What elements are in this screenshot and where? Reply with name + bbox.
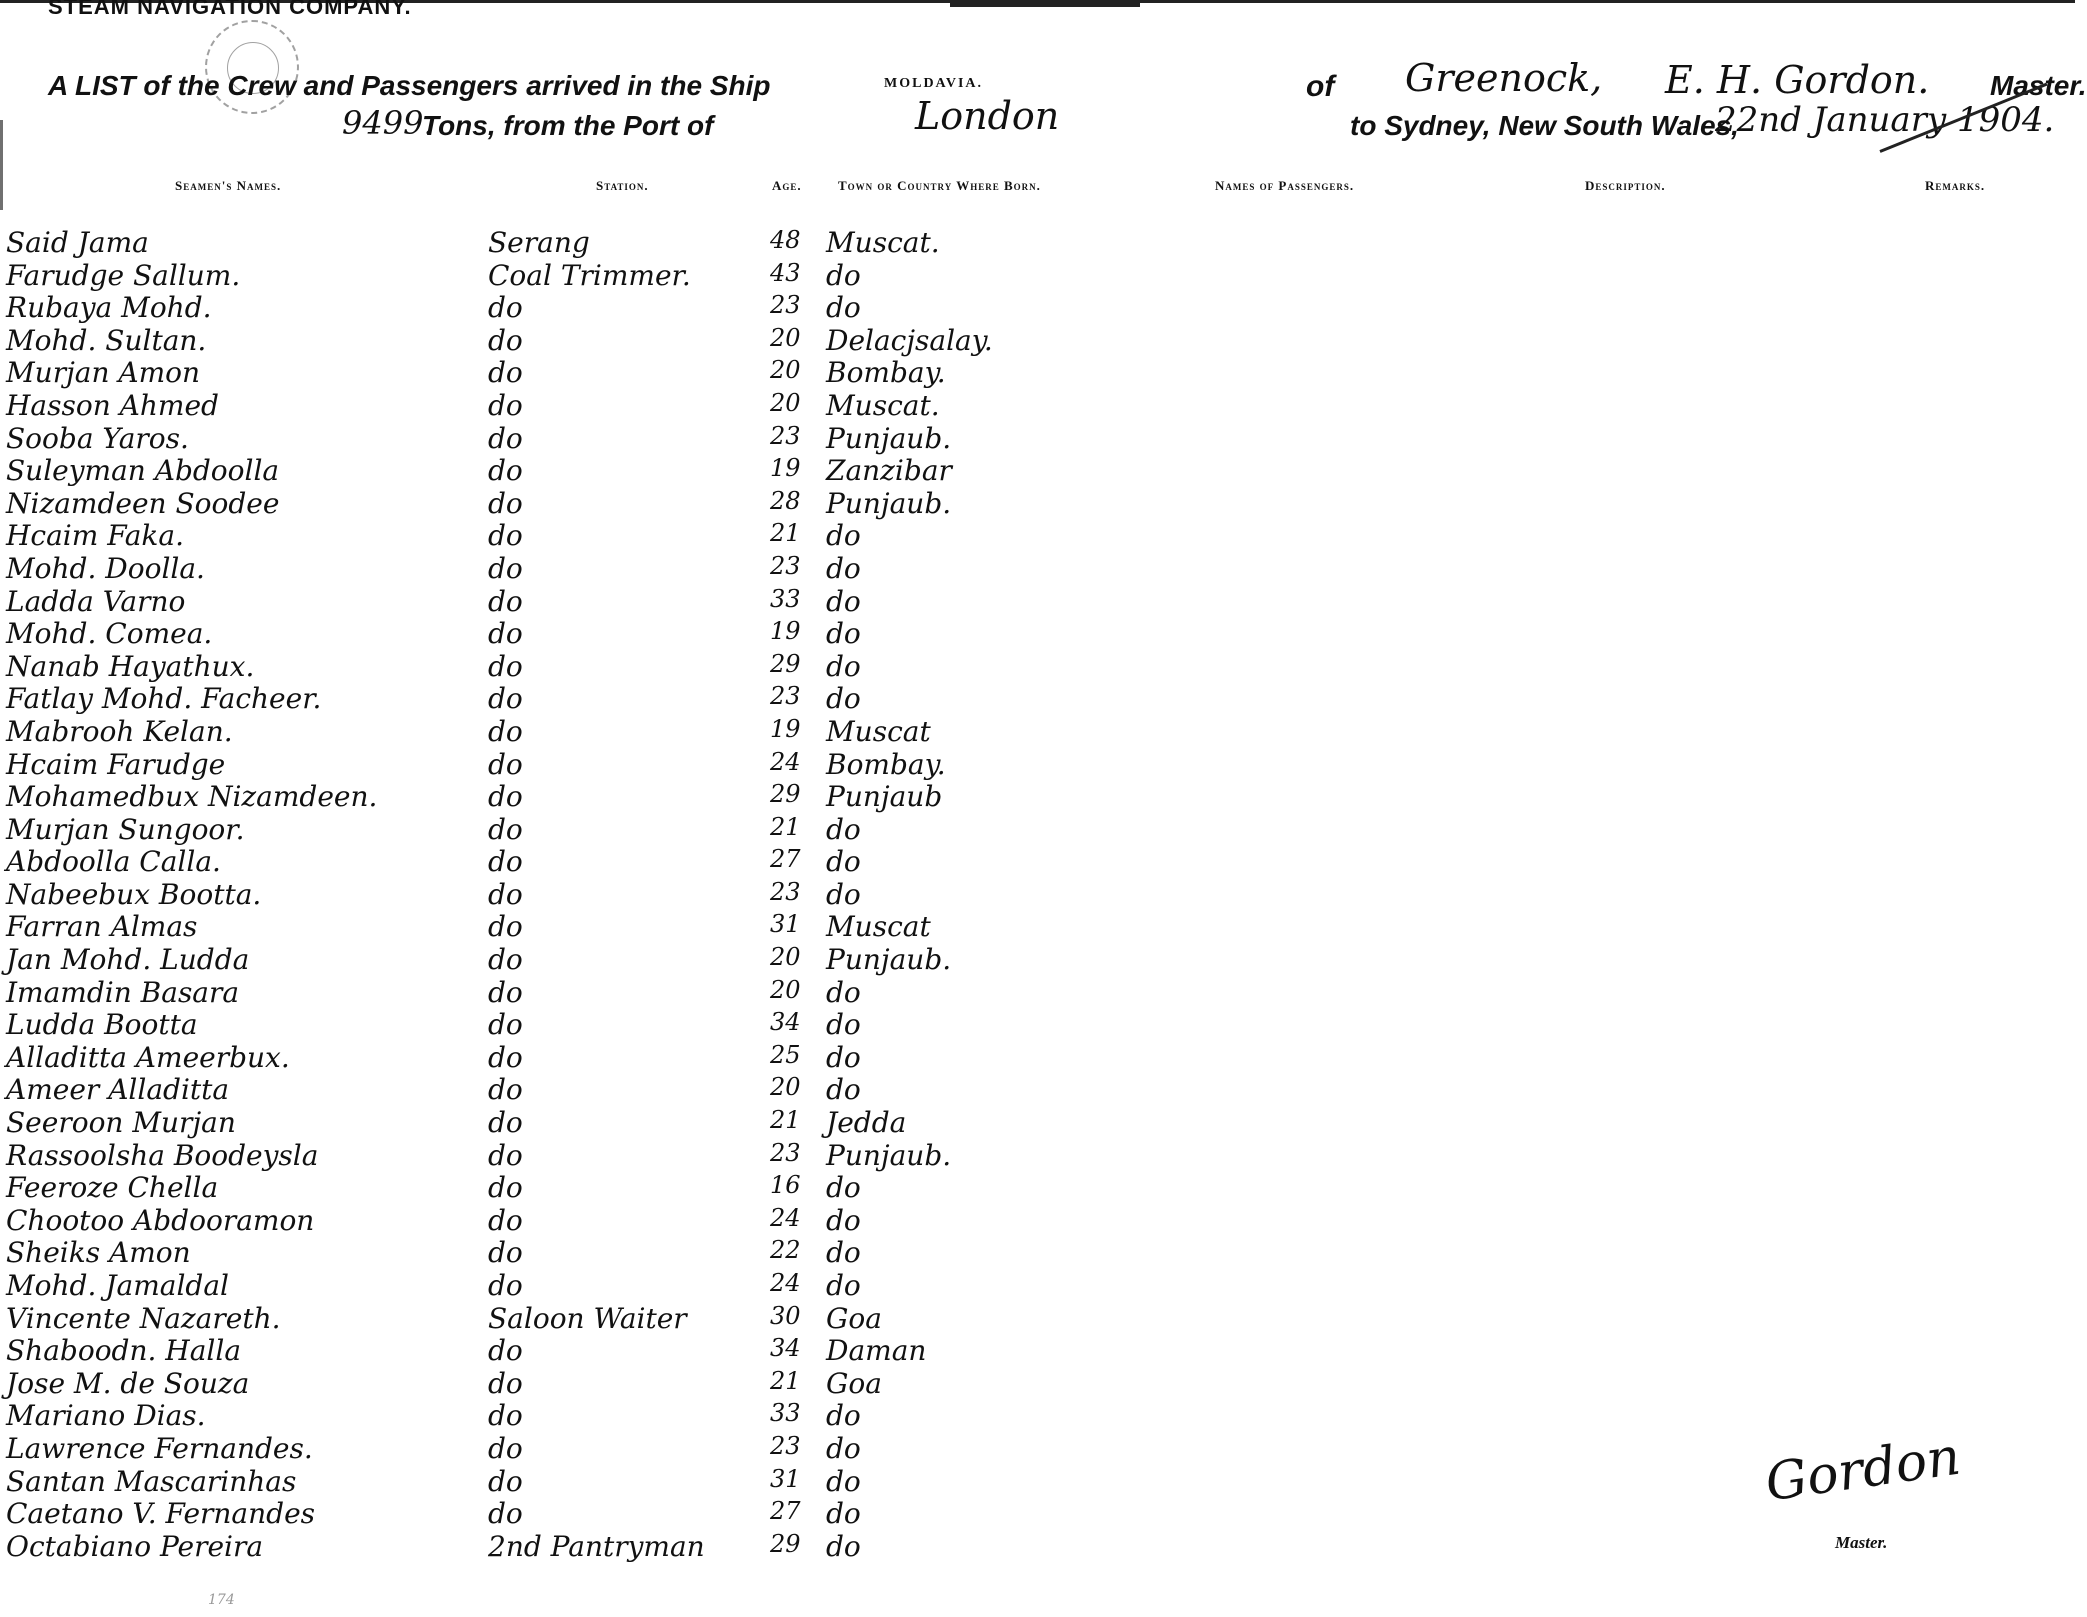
- crew-town: Bombay.: [826, 747, 946, 781]
- crew-town: do: [826, 975, 861, 1009]
- table-row: [0, 845, 1300, 878]
- crew-station: 2nd Pantryman: [488, 1529, 705, 1563]
- table-row: [0, 650, 1300, 683]
- crew-town: do: [826, 584, 861, 618]
- crew-station: do: [488, 845, 523, 879]
- crew-station: do: [488, 617, 523, 651]
- crew-age: 33: [770, 1399, 801, 1428]
- voyage-date: 22nd January 1904.: [1715, 100, 2055, 140]
- crew-town: do: [826, 1269, 861, 1302]
- crew-age: 34: [770, 1008, 801, 1037]
- crew-age: 21: [770, 812, 801, 841]
- crew-age: 34: [770, 1334, 801, 1363]
- crew-station: do: [488, 1464, 523, 1498]
- crew-name: Murjan Sungoor.: [6, 812, 245, 846]
- crew-station: do: [488, 682, 523, 716]
- crew-town: do: [826, 1008, 861, 1042]
- table-row: [0, 617, 1300, 650]
- company-name: STEAM NAVIGATION COMPANY.: [48, 0, 412, 19]
- crew-station: do: [488, 1203, 523, 1237]
- crew-age: 19: [770, 454, 801, 483]
- crew-age: 23: [770, 1431, 801, 1460]
- crew-name: Feeroze Chella: [6, 1171, 219, 1205]
- crew-name: Chootoo Abdooramon: [6, 1203, 315, 1237]
- crew-station: do: [488, 1008, 523, 1042]
- crew-name: Hcaim Farudge: [6, 747, 226, 781]
- table-row: [0, 976, 1300, 1009]
- tonnage: 9499.: [342, 104, 434, 142]
- crew-town: Jedda: [826, 1106, 907, 1140]
- crew-town: do: [826, 1073, 861, 1107]
- destination-label: to Sydney, New South Wales,: [1350, 110, 1739, 141]
- crew-age: 30: [770, 1301, 801, 1330]
- table-row: [0, 1302, 1300, 1335]
- table-row: [0, 422, 1300, 455]
- crew-station: do: [488, 1106, 523, 1140]
- column-header-description: Description.: [1585, 178, 1666, 193]
- crew-station: do: [488, 1431, 523, 1465]
- table-row: [0, 552, 1300, 585]
- crew-name: Shaboodn. Halla: [6, 1334, 242, 1368]
- table-row: [0, 291, 1300, 324]
- crew-age: 23: [770, 551, 801, 580]
- crew-town: do: [826, 291, 861, 325]
- crew-station: do: [488, 291, 523, 325]
- crew-town: do: [826, 1529, 861, 1563]
- crew-name: Mohamedbux Nizamdeen.: [6, 780, 378, 814]
- crew-name: Mohd. Sultan.: [6, 323, 207, 357]
- crew-station: do: [488, 1138, 523, 1172]
- of-label: of: [1306, 70, 1335, 103]
- crew-name: Alladitta Ameerbux.: [6, 1040, 290, 1074]
- crew-town: do: [826, 845, 861, 879]
- crew-station: do: [488, 584, 523, 618]
- crew-age: 23: [770, 421, 801, 450]
- crew-name: Ludda Bootta: [6, 1008, 198, 1042]
- table-row: [0, 813, 1300, 846]
- crew-name: Farran Almas: [6, 910, 198, 944]
- crew-station: do: [488, 454, 523, 488]
- crew-age: 43: [770, 258, 801, 287]
- tons-label: Tons, from the Port of: [422, 110, 714, 141]
- departure-port: London: [915, 94, 1060, 138]
- crew-station: do: [488, 1040, 523, 1074]
- table-row: [0, 519, 1300, 552]
- crew-age: 27: [770, 845, 801, 874]
- crew-list: [0, 226, 1300, 1562]
- crew-station: do: [488, 1366, 523, 1400]
- crew-name: Caetano V. Fernandes: [6, 1497, 316, 1531]
- crew-station: do: [488, 877, 523, 911]
- master-name: E. H. Gordon.: [1665, 58, 1930, 102]
- crew-name: Santan Mascarinhas: [6, 1464, 297, 1498]
- crew-age: 24: [770, 1269, 801, 1297]
- crew-name: Mohd. Comea.: [6, 617, 213, 651]
- crew-station: do: [488, 780, 523, 814]
- table-row: [0, 748, 1300, 781]
- table-row: [0, 1530, 1300, 1563]
- crew-station: do: [488, 1497, 523, 1531]
- table-row: [0, 715, 1300, 748]
- table-row: [0, 324, 1300, 357]
- crew-name: Mohd. Jamaldal: [6, 1269, 229, 1302]
- crew-town: Punjaub.: [826, 486, 952, 520]
- table-row: [0, 1334, 1300, 1367]
- crew-town: do: [826, 617, 861, 651]
- crew-age: 27: [770, 1497, 801, 1526]
- crew-name: Nabeebux Bootta.: [6, 877, 262, 911]
- crew-station: do: [488, 747, 523, 781]
- crew-name: Hasson Ahmed: [6, 388, 219, 422]
- crew-station: do: [488, 356, 523, 390]
- signature-label: Master.: [1835, 1533, 1888, 1552]
- ship-name: MOLDAVIA.: [884, 76, 984, 91]
- crew-name: Ameer Alladitta: [6, 1073, 230, 1107]
- crew-station: do: [488, 1334, 523, 1368]
- table-row: [0, 910, 1300, 943]
- crew-town: do: [826, 1203, 861, 1237]
- master-label: Master.: [1990, 70, 2087, 101]
- table-row: [0, 1041, 1300, 1074]
- crew-name: Imamdin Basara: [6, 975, 240, 1009]
- crew-age: 22: [770, 1236, 801, 1265]
- crew-station: do: [488, 975, 523, 1009]
- crew-station: Saloon Waiter: [488, 1301, 687, 1335]
- table-row: [0, 943, 1300, 976]
- crew-town: Zanzibar: [826, 454, 952, 488]
- table-row: [0, 1367, 1300, 1400]
- crew-town: do: [826, 551, 861, 585]
- crew-name: Hcaim Faka.: [6, 519, 184, 553]
- crew-name: Sheiks Amon: [6, 1236, 191, 1270]
- crew-name: Sooba Yaros.: [6, 421, 189, 455]
- column-header-age: Age.: [772, 178, 802, 193]
- crew-station: do: [488, 519, 523, 553]
- crew-age: 20: [770, 1073, 801, 1102]
- crew-age: 16: [770, 1171, 801, 1200]
- crew-name: Abdoolla Calla.: [6, 845, 221, 879]
- crew-name: Lawrence Fernandes.: [6, 1431, 313, 1465]
- crew-age: 20: [770, 356, 801, 385]
- crew-name: Rassoolsha Boodeysla: [6, 1138, 319, 1172]
- pencil-note: 174: [208, 1592, 235, 1608]
- margin-mark: [0, 120, 21, 210]
- crew-name: Mabrooh Kelan.: [6, 714, 233, 748]
- crew-station: do: [488, 551, 523, 585]
- crew-name: Mohd. Doolla.: [6, 551, 205, 585]
- table-row: [0, 389, 1300, 422]
- crew-station: do: [488, 486, 523, 520]
- crew-station: do: [488, 714, 523, 748]
- crew-town: Delacjsalay.: [826, 323, 993, 357]
- crew-age: 23: [770, 1138, 801, 1167]
- table-row: [0, 1465, 1300, 1498]
- table-row: [0, 1236, 1300, 1269]
- crew-name: Vincente Nazareth.: [6, 1301, 281, 1335]
- crew-station: do: [488, 323, 523, 357]
- crew-town: do: [826, 877, 861, 911]
- crew-station: do: [488, 1073, 523, 1107]
- crew-town: Muscat: [826, 910, 931, 944]
- column-header-town: Town or Country Where Born.: [838, 178, 1041, 193]
- table-row: [0, 1269, 1300, 1302]
- crew-station: Serang: [488, 226, 590, 259]
- crew-town: Punjaub.: [826, 421, 952, 455]
- column-header-seamen: Seamen's Names.: [175, 178, 282, 193]
- crew-age: 31: [770, 910, 801, 939]
- table-row: [0, 780, 1300, 813]
- crew-name: Farudge Sallum.: [6, 258, 241, 292]
- crew-station: do: [488, 1236, 523, 1270]
- crew-town: Punjaub.: [826, 943, 952, 977]
- crew-age: 20: [770, 975, 801, 1004]
- crew-town: Punjaub: [826, 780, 943, 814]
- crew-town: do: [826, 649, 861, 683]
- crew-name: Murjan Amon: [6, 356, 201, 390]
- crew-town: Goa: [826, 1366, 882, 1400]
- crew-town: Daman: [826, 1334, 927, 1368]
- table-row: [0, 454, 1300, 487]
- crew-station: do: [488, 1171, 523, 1205]
- table-row: [0, 226, 1300, 259]
- crew-age: 19: [770, 617, 801, 646]
- table-row: [0, 585, 1300, 618]
- crew-town: do: [826, 1040, 861, 1074]
- crew-town: Bombay.: [826, 356, 946, 390]
- table-row: [0, 1432, 1300, 1465]
- crew-town: Muscat.: [826, 388, 940, 422]
- crew-age: 21: [770, 519, 801, 548]
- crew-station: do: [488, 1399, 523, 1433]
- crew-age: 23: [770, 877, 801, 906]
- crew-age: 24: [770, 1203, 801, 1232]
- crew-age: 20: [770, 323, 801, 352]
- crew-name: Fatlay Mohd. Facheer.: [6, 682, 322, 716]
- crew-station: do: [488, 1269, 523, 1302]
- crew-town: Muscat.: [826, 226, 940, 259]
- crew-name: Octabiano Pereira: [6, 1529, 264, 1563]
- table-row: [0, 1139, 1300, 1172]
- crew-age: 29: [770, 649, 801, 678]
- crew-town: Goa: [826, 1301, 882, 1335]
- crew-age: 20: [770, 943, 801, 972]
- crew-age: 29: [770, 1529, 801, 1558]
- crew-town: do: [826, 258, 861, 292]
- crew-town: do: [826, 682, 861, 716]
- crew-station: do: [488, 943, 523, 977]
- crew-age: 23: [770, 682, 801, 711]
- crew-age: 20: [770, 388, 801, 417]
- crew-age: 48: [770, 226, 801, 254]
- crew-age: 31: [770, 1464, 801, 1493]
- table-row: [0, 1008, 1300, 1041]
- column-header-passengers: Names of Passengers.: [1215, 178, 1355, 193]
- table-row: [0, 1073, 1300, 1106]
- column-header-station: Station.: [596, 178, 649, 193]
- crew-name: Suleyman Abdoolla: [6, 454, 280, 488]
- table-row: [0, 682, 1300, 715]
- crew-name: Jan Mohd. Ludda: [6, 943, 250, 977]
- crew-name: Said Jama: [6, 226, 149, 259]
- table-row: [0, 1106, 1300, 1139]
- list-lead-text: A LIST of the Crew and Passengers arrived in the Ship: [48, 70, 771, 101]
- crew-name: Ladda Varno: [6, 584, 186, 618]
- column-header-remarks: Remarks.: [1925, 178, 1986, 193]
- table-row: [0, 1204, 1300, 1237]
- crew-name: Seeroon Murjan: [6, 1106, 236, 1140]
- table-row: [0, 356, 1300, 389]
- crew-town: do: [826, 1497, 861, 1531]
- crew-town: do: [826, 1399, 861, 1433]
- crew-name: Nanab Hayathux.: [6, 649, 255, 683]
- crew-name: Jose M. de Souza: [6, 1366, 250, 1400]
- port-of-registry: Greenock,: [1405, 56, 1603, 100]
- crew-age: 33: [770, 584, 801, 613]
- crew-name: Mariano Dias.: [6, 1399, 206, 1433]
- crew-age: 28: [770, 486, 801, 515]
- crew-town: do: [826, 1236, 861, 1270]
- crew-age: 23: [770, 291, 801, 320]
- crew-station: Coal Trimmer.: [488, 258, 691, 292]
- crew-station: do: [488, 812, 523, 846]
- crew-age: 25: [770, 1040, 801, 1069]
- table-row: [0, 1497, 1300, 1530]
- table-row: [0, 878, 1300, 911]
- crew-station: do: [488, 910, 523, 944]
- crew-name: Nizamdeen Soodee: [6, 486, 280, 520]
- crew-station: do: [488, 388, 523, 422]
- table-row: [0, 259, 1300, 292]
- crew-age: 24: [770, 747, 801, 776]
- crew-town: do: [826, 1431, 861, 1465]
- crew-age: 29: [770, 780, 801, 809]
- crew-town: Punjaub.: [826, 1138, 952, 1172]
- table-row: [0, 1399, 1300, 1432]
- crew-station: do: [488, 649, 523, 683]
- crew-station: do: [488, 421, 523, 455]
- crew-age: 21: [770, 1106, 801, 1135]
- crew-town: do: [826, 812, 861, 846]
- crew-town: Muscat: [826, 714, 931, 748]
- crew-town: do: [826, 1171, 861, 1205]
- master-signature: Gordon: [1761, 1426, 1965, 1514]
- table-row: [0, 1171, 1300, 1204]
- crew-town: do: [826, 1464, 861, 1498]
- crew-town: do: [826, 519, 861, 553]
- top-edge-mark: [950, 0, 1140, 7]
- crew-name: Rubaya Mohd.: [6, 291, 212, 325]
- table-row: [0, 487, 1300, 520]
- crew-age: 19: [770, 714, 801, 743]
- crew-age: 21: [770, 1366, 801, 1395]
